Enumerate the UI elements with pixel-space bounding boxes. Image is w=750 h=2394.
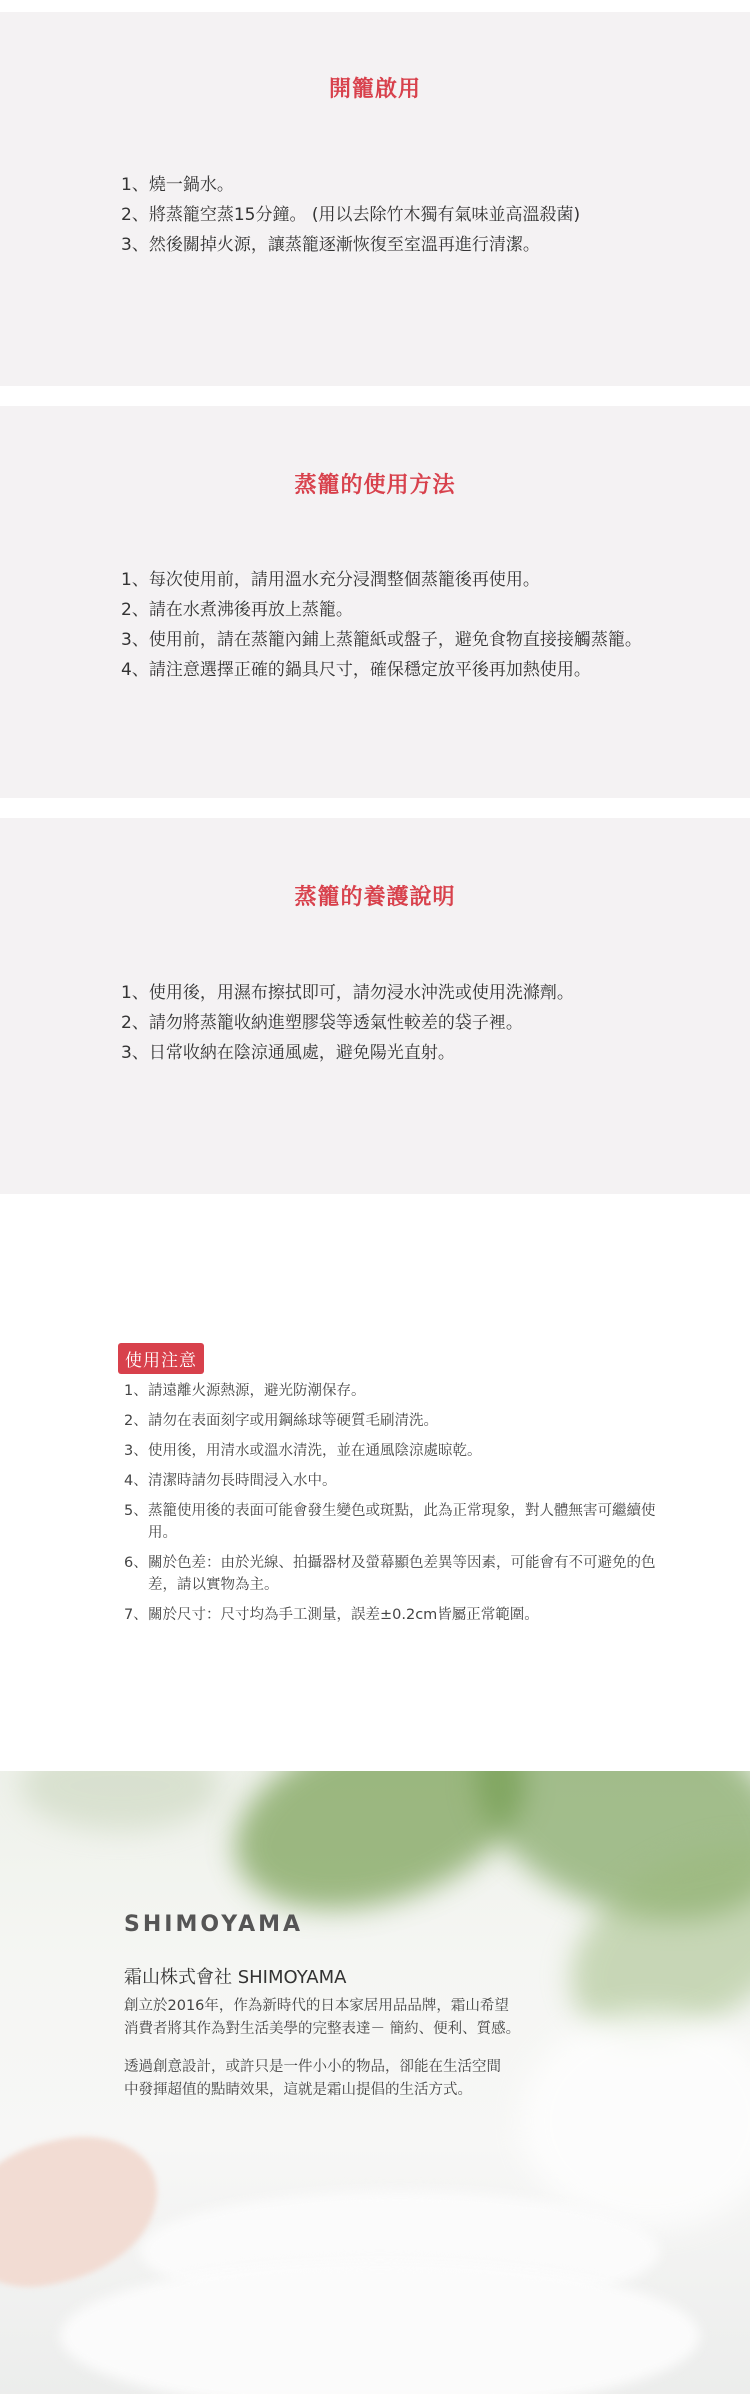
notice-text: 清潔時請勿長時間浸入水中。 [148,1473,337,1489]
usage-notice [118,1343,678,1634]
notice-text: 蒸籠使用後的表面可能會發生變色或斑點，此為正常現象，對人體無害可繼續使用。 [148,1503,656,1541]
notice-text: 請勿在表面刻字或用鋼絲球等硬質毛刷清洗。 [148,1413,438,1429]
section-title: 蒸籠的使用方法 [294,473,456,498]
notice-number: 4、 [124,1473,148,1489]
notice-text: 使用後，用清水或溫水清洗，並在通風陰涼處晾乾。 [148,1443,482,1459]
section-care [0,818,750,1194]
list-item: 1、每次使用前，請用溫水充分浸潤整個蒸籠後再使用。 [121,570,540,590]
list-item: 3、日常收納在陰涼通風處，避免陽光直射。 [121,1043,455,1063]
notice-number: 1、 [124,1383,148,1399]
section-title: 蒸籠的養護說明 [294,885,456,910]
brand-section [0,1771,750,2394]
notice-number: 3、 [124,1443,148,1459]
list-item: 2、請在水煮沸後再放上蒸籠。 [121,600,353,620]
brand-logo: SHIMOYAMA [124,1912,304,1937]
notice-item [118,1552,678,1596]
brand-line: 透過創意設計，或許只是一件小小的物品，卻能在生活空間 [124,2059,501,2075]
company-name: 霜山株式會社 SHIMOYAMA [124,1967,347,1988]
instruction-list [121,978,574,1068]
notice-item [118,1470,678,1492]
notice-text: 關於尺寸：尺寸均為手工測量，誤差±0.2cm皆屬正常範圍。 [148,1607,539,1623]
section-usage [0,406,750,798]
list-item: 3、然後關掉火源，讓蒸籠逐漸恢復至室溫再進行清潔。 [121,235,540,255]
instruction-list [121,170,580,260]
list-item: 1、燒一鍋水。 [121,175,234,195]
notice-list [118,1380,678,1626]
brand-line: 中發揮超值的點睛效果，這就是霜山提倡的生活方式。 [124,2082,472,2098]
brand-philosophy [124,2056,604,2102]
hand-decoration [0,2122,172,2301]
notice-item [118,1410,678,1432]
notice-badge: 使用注意 [118,1343,204,1374]
brand-line: 創立於2016年，作為新時代的日本家居用品品牌，霜山希望 [124,1998,509,2014]
section-title: 開籠啟用 [328,77,421,102]
notice-number: 5、 [124,1503,148,1519]
notice-number: 2、 [124,1413,148,1429]
list-item: 4、請注意選擇正確的鍋具尺寸，確保穩定放平後再加熱使用。 [121,660,591,680]
brand-description [124,1995,604,2041]
list-item: 1、使用後，用濕布擦拭即可，請勿浸水沖洗或使用洗滌劑。 [121,983,574,1003]
notice-text: 關於色差：由於光線、拍攝器材及螢幕顯色差異等因素，可能會有不可避免的色差，請以實物為主。 [148,1555,656,1593]
notice-item [118,1604,678,1626]
notice-number: 7、 [124,1607,148,1623]
section-opening [0,12,750,386]
notice-item [118,1440,678,1462]
notice-number: 6、 [124,1555,148,1571]
brand-line: 消費者將其作為對生活美學的完整表達－ 簡約、便利、質感。 [124,2021,521,2037]
instruction-list [121,565,642,685]
notice-text: 請遠離火源熱源，避光防潮保存。 [148,1383,366,1399]
leaf-decoration [20,1771,220,1831]
list-item: 3、使用前，請在蒸籠內鋪上蒸籠紙或盤子，避免食物直接接觸蒸籠。 [121,630,642,650]
list-item: 2、請勿將蒸籠收納進塑膠袋等透氣性較差的袋子裡。 [121,1013,523,1033]
notice-item [118,1500,678,1544]
list-item: 2、將蒸籠空蒸15分鐘。 (用以去除竹木獨有氣味並高溫殺菌) [121,205,581,225]
notice-item [118,1380,678,1402]
window-light [520,2011,750,2231]
